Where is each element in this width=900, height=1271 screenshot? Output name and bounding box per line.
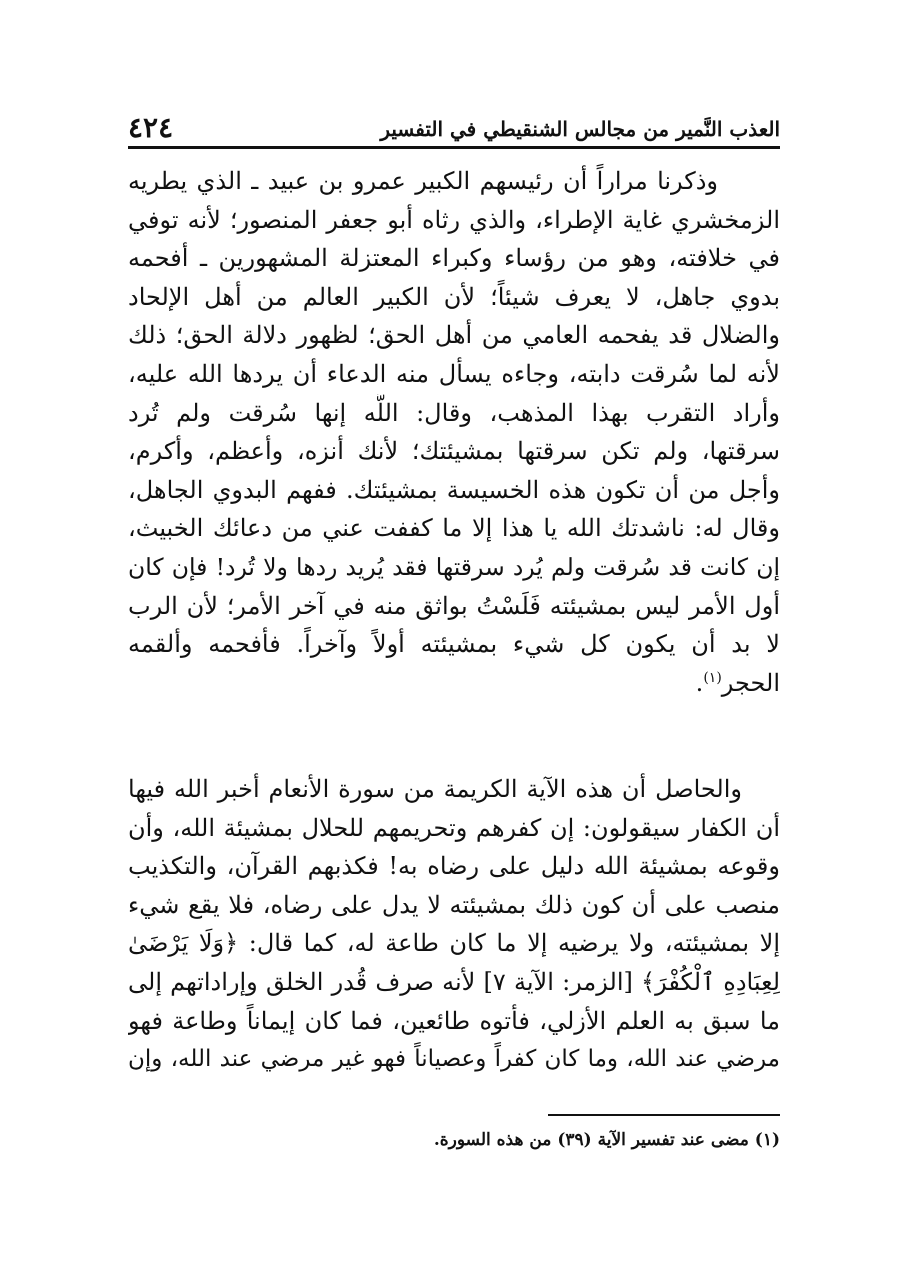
text-line: ما سبق به العلم الأزلي، فأتوه طائعين، فما كان إيماناً وطاعة فهو [128, 1006, 780, 1035]
footnote [128, 1126, 780, 1154]
text-line: والحاصل أن هذه الآية الكريمة من سورة الأنعام أخبر الله فيها [128, 775, 742, 803]
footnote-reference: (١) [703, 669, 722, 686]
last-line-text: الحجر [721, 668, 780, 697]
text-line: لا بد أن يكون كل شيء بمشيئته أولاً وآخراً. فأفحمه وألقمه [128, 630, 780, 659]
text-line: وأراد التقرب بهذا المذهب، وقال: اللَّه إنها سُرقت ولم تُرد [128, 398, 780, 427]
footnote-marker: (١) [754, 1130, 780, 1150]
text-line: إلا بمشيئته، ولا يرضيه إلا ما كان طاعة له، كما قال: ﴿وَلَا يَرْضَىٰ [128, 929, 780, 958]
page-number: ٤٢٤ [128, 111, 174, 144]
text-line: سرقتها، ولم تكن سرقتها بمشيئتك؛ لأنك أنزه، وأعظم، وأكرم، [128, 437, 780, 466]
text-line: إن كانت قد سُرقت ولم يُرد سرقتها فقد يُريد ردها ولا تُرد! فإن كان [128, 552, 780, 581]
text-line: أن الكفار سيقولون: إن كفرهم وتحريمهم للحلال بمشيئة الله، وأن [128, 813, 780, 842]
text-line: والضلال قد يفحمه العامي من أهل الحق؛ لظهور دلالة الحق؛ ذلك [128, 321, 780, 350]
footnote-text: مضى عند تفسير الآية (٣٩) من هذه السورة. [433, 1130, 749, 1150]
last-line-end: . [695, 668, 704, 697]
text-line: أول الأمر ليس بمشيئته فَلَسْتُ بواثق منه في آخر الأمر؛ لأن الرب [128, 591, 780, 620]
text-line: بدوي جاهل، لا يعرف شيئاً؛ لأن الكبير العالم من أهل الإلحاد [128, 282, 780, 311]
text-line: وقوعه بمشيئة الله دليل على رضاه به! فكذبهم القرآن، والتكذيب [128, 852, 780, 881]
paragraph-2 [128, 770, 780, 1079]
footnote-divider [548, 1114, 780, 1116]
text-line: لِعِبَادِهِ ٱلْكُفْرَ﴾ [الزمر: الآية ٧] لأنه صرف قُدر الخلق وإراداتهم إلى [128, 967, 780, 996]
text-line: وقال له: ناشدتك الله يا هذا إلا ما كففت عني من دعائك الخبيث، [128, 514, 780, 543]
text-line: وذكرنا مراراً أن رئيسهم الكبير عمرو بن عبيد ـ الذي يطريه [128, 167, 718, 195]
running-title: العذب النَّمير من مجالس الشنقيطي في التفسير [380, 117, 780, 141]
text-line: منصب على أن كون ذلك بمشيئته لا يدل على رضاه، فلا يقع شيء [128, 890, 780, 919]
text-line: في خلافته، وهو من رؤساء وكبراء المعتزلة المشهورين ـ أفحمه [128, 244, 780, 273]
paragraph-1 [128, 162, 780, 702]
text-line: مرضي عند الله، وما كان كفراً وعصياناً فهو غير مرضي عند الله، وإن [128, 1046, 780, 1073]
text-line: وأجل من أن تكون هذه الخسيسة بمشيئتك. ففهم البدوي الجاهل، [128, 475, 780, 504]
page-header [128, 104, 780, 144]
text-line: لأنه لما سُرقت دابته، وجاءه يسأل منه الدعاء أن يردها الله عليه، [128, 359, 780, 388]
header-divider [128, 146, 780, 149]
text-line-last [128, 664, 780, 703]
text-line: الزمخشري غاية الإطراء، والذي رثاه أبو جعفر المنصور؛ لأنه توفي [128, 205, 780, 234]
